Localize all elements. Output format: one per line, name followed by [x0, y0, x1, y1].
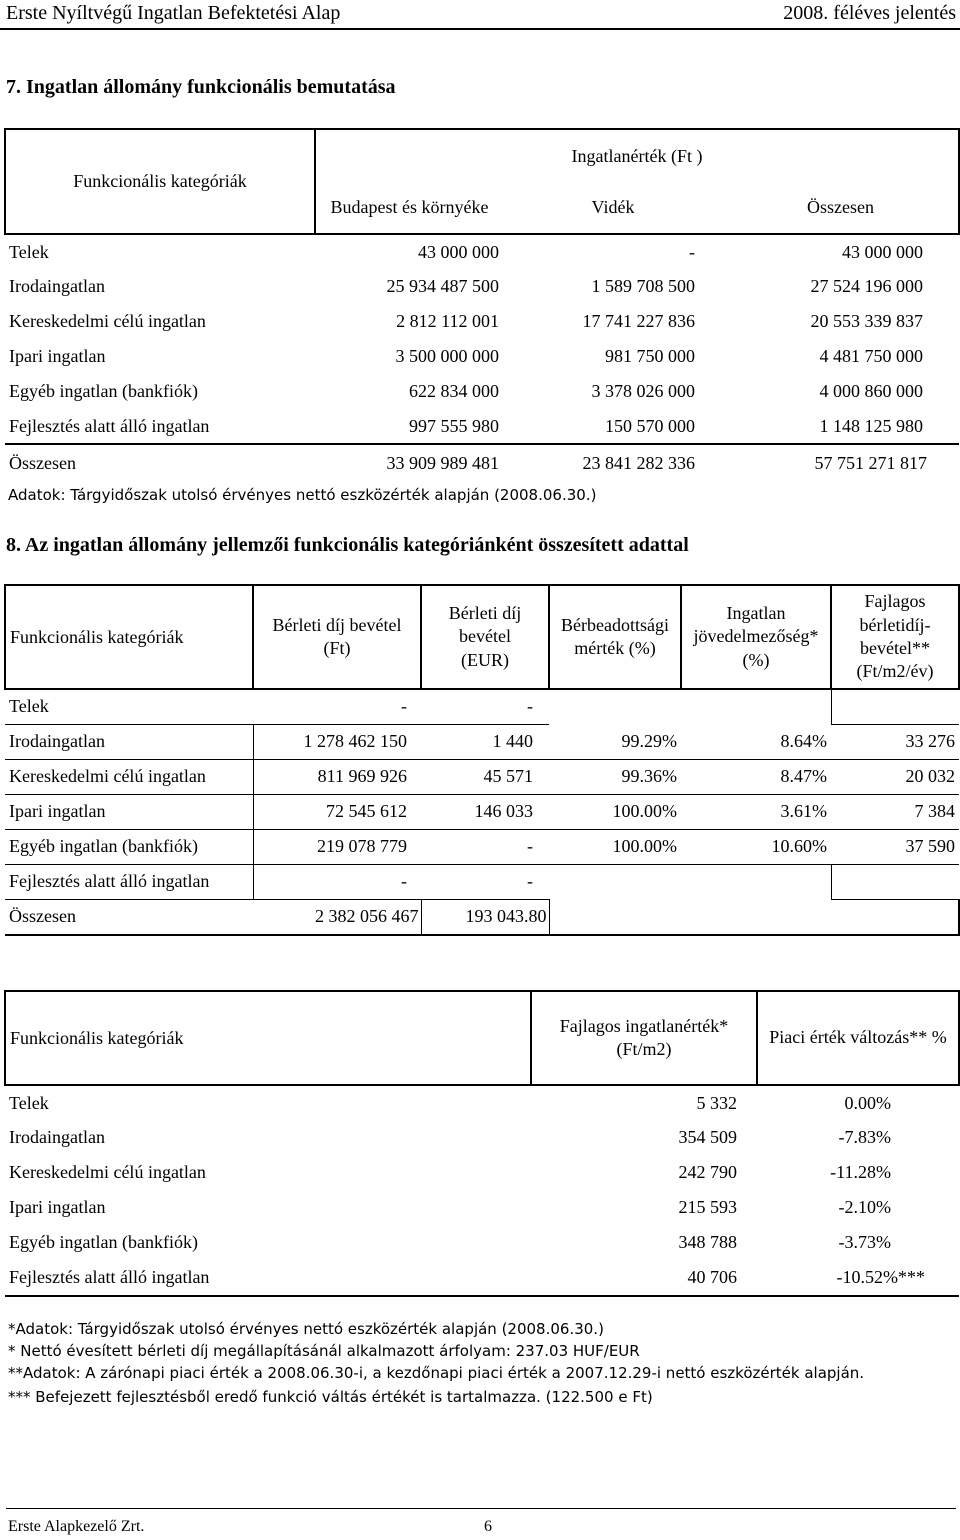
cell-value: [549, 689, 681, 724]
table-row: [5, 304, 959, 339]
cell-value: 219 078 779: [253, 829, 421, 864]
specific-value-table: [4, 990, 960, 1297]
column-header: Budapest és környéke: [315, 182, 503, 234]
row-label: Egyéb ingatlan (bankfiók): [9, 381, 198, 402]
cell-value: 17 741 227 836: [582, 311, 695, 332]
total-row: [5, 444, 959, 482]
cell-value: 981 750 000: [605, 346, 695, 367]
table-row: [5, 1260, 959, 1296]
table-row: [5, 1120, 959, 1155]
cell-value: 7 384: [831, 794, 959, 829]
row-label: Fejlesztés alatt álló ingatlan: [5, 864, 253, 899]
table-row: [5, 339, 959, 374]
table-row: [5, 234, 959, 269]
cell-value: -: [253, 689, 421, 724]
row-label: Telek: [9, 1092, 49, 1113]
row-label: Irodaingatlan: [9, 1127, 105, 1148]
table-7-note: Adatok: Tárgyidőszak utolsó érvényes nettó eszközérték alapján (2008.06.30.): [8, 486, 597, 504]
cell-value: -: [253, 864, 421, 899]
cell-value: -7.83%: [838, 1127, 891, 1148]
cell-value: [681, 899, 831, 935]
table-row: [5, 689, 959, 724]
cell-value: -11.28%: [830, 1162, 891, 1183]
cell-value: 25 934 487 500: [386, 276, 499, 297]
table-row: [5, 864, 959, 899]
cell-value: -: [421, 689, 549, 724]
cell-value: 1 278 462 150: [253, 724, 421, 759]
table-row: [5, 794, 959, 829]
cell-value: 811 969 926: [253, 759, 421, 794]
company-name: Erste Alapkezelő Zrt.: [8, 1518, 145, 1535]
footnote: *Adatok: Tárgyidőszak utolsó érvényes nettó eszközérték alapján (2008.06.30.): [8, 1320, 604, 1338]
footnote: * Nettó évesített bérleti díj megállapításánál alkalmazott árfolyam: 237.03 HUF/EUR: [8, 1342, 640, 1360]
row-label: Telek: [9, 241, 49, 262]
column-header: Ingatlan jövedelmezőség* (%): [681, 585, 831, 689]
cell-value: 37 590: [831, 829, 959, 864]
cell-value: 1 440: [421, 724, 549, 759]
row-label: Kereskedelmi célú ingatlan: [9, 1162, 206, 1183]
fund-name: Erste Nyíltvégű Ingatlan Befektetési Alap: [6, 2, 341, 24]
cell-value: -: [421, 864, 549, 899]
cell-value: 20 032: [831, 759, 959, 794]
cell-value: [549, 864, 681, 899]
cell-value: 4 000 860 000: [819, 381, 923, 402]
cell-value: 146 033: [421, 794, 549, 829]
cell-value: 348 788: [678, 1232, 737, 1253]
category-header: Funkcionális kategóriák: [5, 991, 531, 1085]
cell-value: 193 043.80: [421, 899, 549, 935]
table-row: [5, 829, 959, 864]
cell-value: 43 000 000: [418, 241, 499, 262]
cell-value: 997 555 980: [409, 415, 499, 436]
header-divider: [0, 28, 960, 30]
cell-value: 3 500 000 000: [395, 346, 499, 367]
cell-value: 100.00%: [549, 829, 681, 864]
cell-value: 3.61%: [681, 794, 831, 829]
cell-value: 5 332: [696, 1092, 737, 1113]
table-row: [5, 1155, 959, 1190]
row-label: Irodaingatlan: [5, 724, 253, 759]
page-header: [0, 0, 960, 30]
column-header: Piaci érték változás** %: [757, 991, 959, 1085]
cell-value: 2 812 112 001: [396, 311, 499, 332]
section-8-title: 8. Az ingatlan állomány jellemzői funkcionális kategóriánként összesített adattal: [6, 534, 689, 556]
section-7-title: 7. Ingatlan állomány funkcionális bemutatása: [6, 76, 396, 98]
cell-value: 43 000 000: [842, 241, 923, 262]
cell-value: 150 570 000: [605, 415, 695, 436]
page-number: 6: [484, 1518, 492, 1535]
cell-value: 99.36%: [549, 759, 681, 794]
table-row: [5, 759, 959, 794]
row-label: Telek: [5, 689, 253, 724]
cell-value: 215 593: [678, 1197, 737, 1218]
row-label: Ipari ingatlan: [9, 1197, 106, 1218]
footnote: **Adatok: A zárónapi piaci érték a 2008.06.30-i, a kezdőnapi piaci érték a 2007.12.29-i nettó eszközérték alapján.: [8, 1364, 865, 1382]
cell-value: 8.47%: [681, 759, 831, 794]
cell-value: -: [689, 241, 695, 262]
cell-value: 2 382 056 467: [253, 899, 421, 935]
table-row: [5, 1085, 959, 1120]
cell-value: 1 148 125 980: [819, 415, 923, 436]
row-label: Irodaingatlan: [9, 276, 105, 297]
table-row: [5, 1225, 959, 1260]
table-row: [5, 724, 959, 759]
cell-value: 57 751 271 817: [723, 444, 959, 482]
category-header: Funkcionális kategóriák: [5, 129, 315, 234]
cell-value: [681, 689, 831, 724]
row-label: Fejlesztés alatt álló ingatlan: [5, 1260, 531, 1296]
cell-value: 3 378 026 000: [591, 381, 695, 402]
table-row: [5, 1190, 959, 1225]
cell-value: -3.73%: [838, 1232, 891, 1253]
cell-value: 10.60%: [681, 829, 831, 864]
column-header: Fajlagos bérletidíj-bevétel** (Ft/m2/év): [831, 585, 959, 689]
column-header: Fajlagos ingatlanérték* (Ft/m2): [531, 991, 757, 1085]
cell-value: 99.29%: [549, 724, 681, 759]
cell-value: 0.00%: [844, 1092, 891, 1113]
cell-value: 8.64%: [681, 724, 831, 759]
cell-value: [831, 689, 959, 724]
cell-value: 40 706: [531, 1260, 757, 1296]
report-period: 2008. féléves jelentés: [783, 2, 956, 24]
row-label: Kereskedelmi célú ingatlan: [9, 311, 206, 332]
table-row: [5, 269, 959, 304]
row-label: Egyéb ingatlan (bankfiók): [5, 829, 253, 864]
cell-value: 100.00%: [549, 794, 681, 829]
cell-value: 23 841 282 336: [503, 444, 723, 482]
row-label: Összesen: [5, 899, 253, 935]
cell-value: 622 834 000: [409, 381, 499, 402]
rental-income-table: [4, 584, 960, 936]
value-group-header: Ingatlanérték (Ft ): [315, 129, 959, 182]
column-header: Bérleti díj bevétel (EUR): [421, 585, 549, 689]
cell-value: [549, 899, 681, 935]
property-value-table: [4, 128, 960, 482]
cell-value: [831, 899, 959, 935]
row-label: Ipari ingatlan: [9, 346, 106, 367]
total-row: [5, 899, 959, 935]
row-label: Fejlesztés alatt álló ingatlan: [9, 415, 210, 436]
cell-value: -: [421, 829, 549, 864]
cell-value: 4 481 750 000: [819, 346, 923, 367]
cell-value: 354 509: [678, 1127, 737, 1148]
column-header: Vidék: [503, 182, 723, 234]
row-label: Kereskedelmi célú ingatlan: [5, 759, 253, 794]
footnote: *** Befejezett fejlesztésből eredő funkció váltás értékét is tartalmazza. (122.500 e Ft): [8, 1388, 653, 1406]
cell-value: -10.52%***: [757, 1260, 959, 1296]
cell-value: 72 545 612: [253, 794, 421, 829]
table-row: [5, 409, 959, 444]
row-label: Egyéb ingatlan (bankfiók): [9, 1232, 198, 1253]
cell-value: [681, 864, 831, 899]
table-row: [5, 374, 959, 409]
category-header: Funkcionális kategóriák: [5, 585, 253, 689]
cell-value: 1 589 708 500: [591, 276, 695, 297]
cell-value: 242 790: [678, 1162, 737, 1183]
cell-value: 33 909 989 481: [315, 444, 503, 482]
cell-value: 33 276: [831, 724, 959, 759]
cell-value: [831, 864, 959, 899]
cell-value: -2.10%: [838, 1197, 891, 1218]
cell-value: 45 571: [421, 759, 549, 794]
column-header: Bérbeadottsági mérték (%): [549, 585, 681, 689]
footer-divider: [6, 1508, 956, 1509]
row-label: Ipari ingatlan: [5, 794, 253, 829]
cell-value: 27 524 196 000: [810, 276, 923, 297]
cell-value: 20 553 339 837: [810, 311, 923, 332]
row-label: Összesen: [5, 444, 315, 482]
column-header: Összesen: [723, 182, 959, 234]
column-header: Bérleti díj bevétel (Ft): [253, 585, 421, 689]
